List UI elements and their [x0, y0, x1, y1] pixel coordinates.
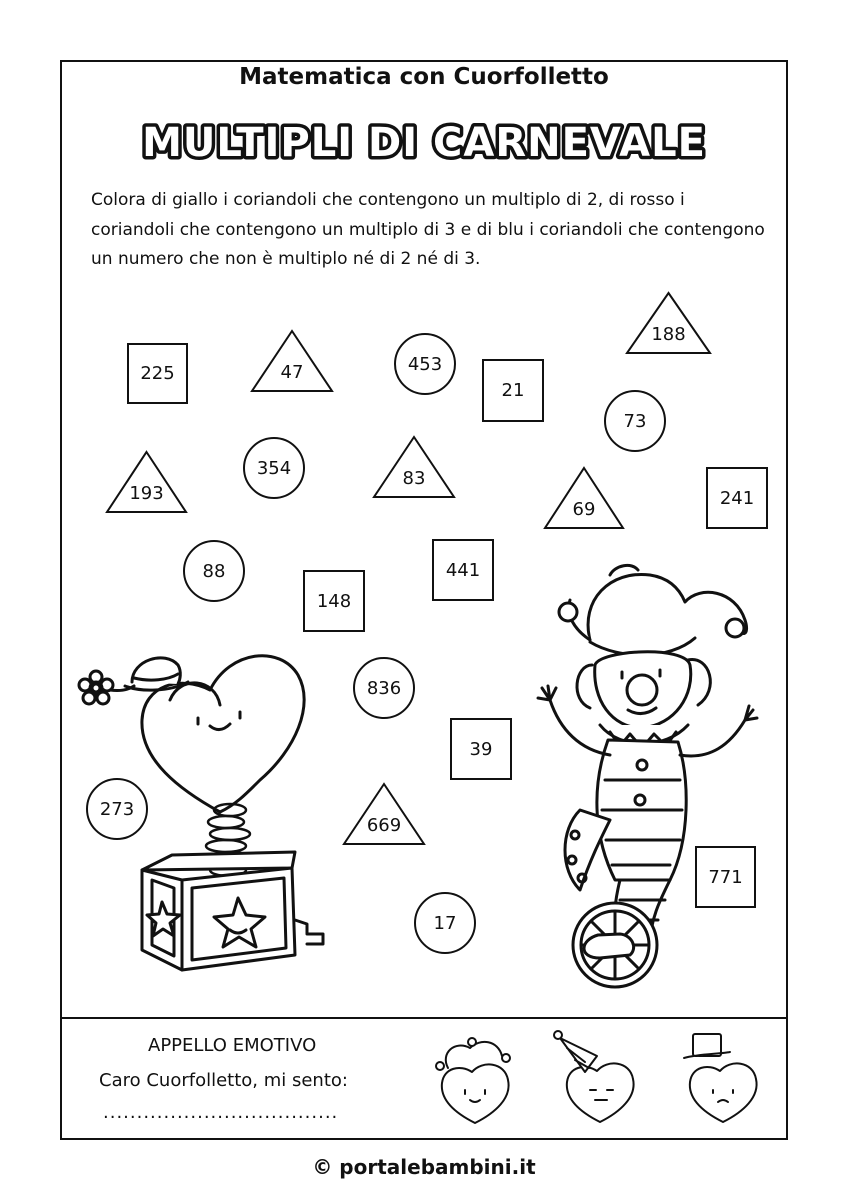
party-hat-heart-icon[interactable] [545, 1024, 655, 1124]
top-hat-heart-icon[interactable] [668, 1024, 778, 1124]
confetti-number: 188 [651, 323, 686, 345]
confetti-number: 69 [572, 498, 596, 520]
confetti-triangle[interactable] [250, 329, 334, 393]
confetti-square[interactable] [303, 570, 365, 632]
confetti-number: 88 [202, 560, 226, 582]
site-credit: © portalebambini.it [312, 1155, 536, 1179]
confetti-triangle[interactable] [342, 782, 426, 846]
confetti-square[interactable] [432, 539, 494, 601]
confetti-number: 836 [366, 677, 402, 699]
confetti-number: 241 [719, 487, 755, 509]
worksheet-title-outline [60, 112, 788, 172]
confetti-number: 148 [316, 590, 352, 612]
confetti-circle[interactable] [183, 540, 245, 602]
confetti-number: 47 [280, 361, 304, 383]
answer-blank[interactable]: ................................... [103, 1102, 339, 1123]
confetti-number: 39 [469, 738, 493, 760]
confetti-number: 193 [129, 482, 164, 504]
confetti-number: 354 [256, 457, 292, 479]
jack-in-the-box-illustration [70, 630, 340, 980]
confetti-triangle[interactable] [105, 450, 188, 514]
jester-heart-icon[interactable] [420, 1028, 530, 1128]
footer-heading: APPELLO EMOTIVO [148, 1035, 317, 1056]
confetti-circle[interactable] [243, 437, 305, 499]
confetti-number: 17 [433, 912, 457, 934]
confetti-circle[interactable] [604, 390, 666, 452]
confetti-square[interactable] [450, 718, 512, 780]
confetti-number: 83 [402, 467, 426, 489]
confetti-number: 225 [140, 363, 175, 384]
confetti-triangle[interactable] [543, 466, 625, 530]
confetti-circle[interactable] [353, 657, 415, 719]
confetti-number: 441 [445, 559, 481, 581]
confetti-number: 669 [366, 814, 402, 836]
confetti-circle[interactable] [414, 892, 476, 954]
jester-hat-icon [559, 565, 747, 655]
confetti-number: 273 [99, 798, 135, 820]
confetti-circle[interactable] [394, 333, 456, 395]
clown-nose [627, 675, 657, 705]
confetti-triangle[interactable] [372, 435, 456, 499]
worksheet-title: MULTIPLI DI CARNEVALE [142, 120, 706, 166]
footer-prompt: Caro Cuorfolletto, mi sento: [99, 1070, 348, 1091]
clown-unicycle-illustration [520, 560, 780, 990]
confetti-number: 771 [708, 866, 743, 888]
confetti-square[interactable] [706, 467, 768, 529]
worksheet-subtitle: Matematica con Cuorfolletto [239, 64, 609, 90]
instructions-text: Colora di giallo i coriandoli che contengono un multiplo di 2, di rosso i coriandoli che contengono un multiplo di 3 e di blu i coriandoli che contengono un numero che non è multiplo né di 2 né di 3. [91, 190, 765, 269]
confetti-number: 453 [407, 353, 443, 375]
footer-divider [60, 1017, 788, 1019]
confetti-triangle[interactable] [625, 291, 712, 355]
toy-box-icon [142, 852, 323, 970]
confetti-number: 21 [501, 380, 525, 401]
confetti-number: 73 [623, 410, 647, 432]
confetti-square[interactable] [482, 359, 544, 422]
confetti-square[interactable] [127, 343, 188, 404]
